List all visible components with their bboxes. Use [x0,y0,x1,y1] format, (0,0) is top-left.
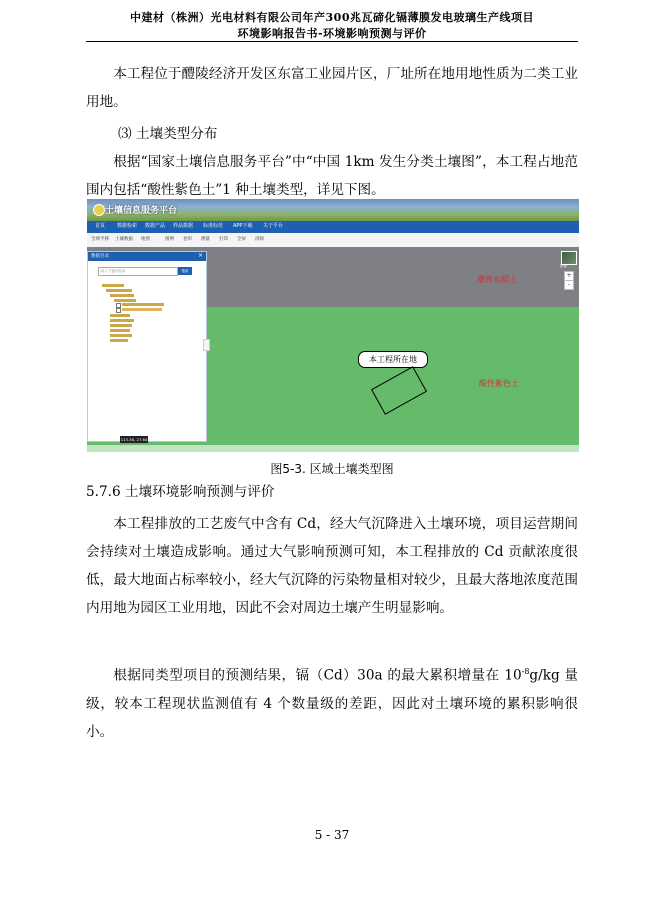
panel-collapse-handle[interactable] [203,339,210,351]
project-site-callout: 本工程所在地 [358,351,428,368]
app-banner [87,199,579,221]
tree-node[interactable] [110,294,134,297]
paragraph-impact-analysis: 本工程排放的工艺废气中含有 Cd，经大气沉降进入土壤环境，项目运营期间会持续对土壤造成影响。通过大气影响预测可知，本工程排放的 Cd 贡献浓度很低，最大地面占标率较小，经大气沉降的污染物量相对较少，且最大落地浓度范围内用地为园区工业用地，因此不会对周边土壤产生明显影响。 [86,516,578,616]
catalog-search-button[interactable]: 搜索 [178,267,192,275]
para4-text-after: g/kg 量级，较本工程现状监测值有 4 个数量级的差距，因此对土壤环境的累积影响很小。 [86,667,578,740]
nav-item[interactable]: 数据产品 [145,223,166,229]
tree-node-selected[interactable] [122,308,162,311]
coordinate-readout: 113.38, 27.64 [120,437,148,442]
tree-node[interactable] [122,303,164,306]
soil-label-gray-zone: 潮育水稻土 [477,275,517,284]
paragraph-accumulation [86,658,578,746]
nav-item[interactable]: 首页 [95,223,106,229]
map-footer-strip [87,445,579,452]
nav-item[interactable]: 关于平台 [263,223,284,229]
map-canvas[interactable] [87,247,579,452]
tree-node[interactable] [106,289,132,292]
section-heading: 5.7.6 土壤环境影响预测与评价 [86,484,275,500]
scale-bar [91,437,113,440]
map-toolbar [87,233,579,248]
nav-item[interactable]: 数据检索 [117,223,138,229]
tree-node[interactable] [110,329,130,332]
basemap-label: 影像 [560,264,567,268]
toolbar-button[interactable]: 测量 [201,237,210,242]
data-catalog-panel [87,251,207,442]
paragraph-soil-type: 根据“国家土壤信息服务平台”中“中国 1km 发生分类土壤图”，本工程占地范围内包括“酸性紫色土”1 种土壤类型，详见下图。 [86,154,578,198]
para4-exponent: -8 [521,667,530,676]
catalog-search-input[interactable]: 输入关键词检索 [98,267,178,276]
tree-node[interactable] [114,299,136,302]
toolbar-button[interactable]: 土壤数据 [115,237,133,242]
nav-item[interactable]: 样品数据 [173,223,194,229]
basemap-switch-icon[interactable] [561,251,577,265]
tree-node[interactable] [110,319,134,322]
nav-item[interactable]: APP下载 [233,223,253,229]
zoom-out-button[interactable]: - [564,280,574,290]
app-title: 土壤信息服务平台 [105,206,178,216]
toolbar-button[interactable]: 全域平移 [91,237,109,242]
platform-logo-icon [93,204,105,216]
toolbar-button[interactable]: 图例 [165,237,174,242]
soil-label-green-zone: 酸性紫色土 [479,379,519,388]
tree-node[interactable] [110,334,132,337]
close-icon[interactable]: × [197,252,203,259]
checkbox-icon[interactable] [116,308,121,313]
zoom-in-button[interactable]: + [564,271,574,281]
page-number: 5 - 37 [314,828,350,842]
subheading-soil-distribution: ⑶ 土壤类型分布 [118,126,218,142]
soil-map-screenshot [87,199,579,452]
tree-node[interactable] [110,339,128,342]
para4-text-before: 根据同类型项目的预测结果，镉（Cd）30a 的最大累积增量在 10 [113,667,522,684]
nav-item[interactable]: 标准标范 [203,223,224,229]
header-subtitle: 环境影响报告书-环境影响预测与评价 [237,27,427,40]
tree-node[interactable] [110,314,130,317]
toolbar-button[interactable]: 清除 [255,237,264,242]
tree-node[interactable] [110,324,132,327]
paragraph-site-location: 本工程位于醴陵经济开发区东富工业园片区，厂址所在地用地性质为二类工业用地。 [86,66,578,110]
toolbar-button[interactable]: 打印 [219,237,228,242]
header-rule [86,41,578,42]
toolbar-button[interactable]: 全屏 [237,237,246,242]
panel-title: 数据目录 [91,254,109,259]
app-nav-bar [87,221,579,233]
figure-caption: 图5-3. 区域土壤类型图 [270,462,394,476]
toolbar-button[interactable]: 卷帘 [183,237,192,242]
tree-node[interactable] [102,284,124,287]
header-title: 中建材（株洲）光电材料有限公司年产300兆瓦碲化镉薄膜发电玻璃生产线项目 [130,11,534,24]
panel-header [88,252,206,261]
toolbar-button[interactable]: 地图 [141,237,150,242]
